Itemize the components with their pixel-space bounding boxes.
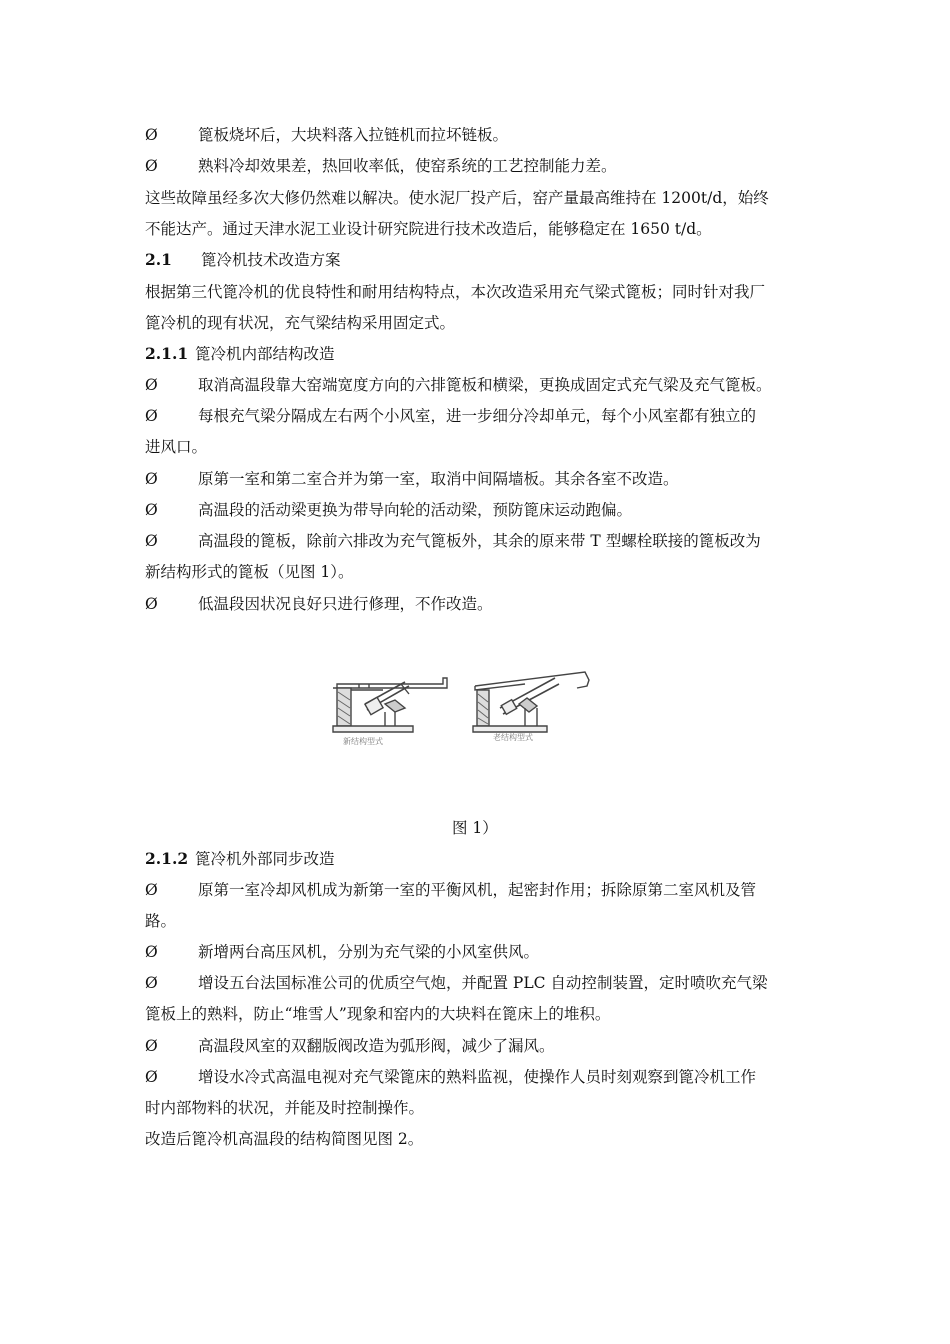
figure-1-right-label: 老结构型式 <box>493 733 533 742</box>
bullet-text: 高温段风室的双翻版阀改造为弧形阀，减少了漏风。 <box>198 1037 555 1055</box>
bullet-marker: Ø <box>145 126 158 144</box>
bullet-item <box>145 941 815 963</box>
bullet-item <box>145 1066 815 1088</box>
bullet-text: 篦板烧坏后，大块料落入拉链机而拉坏链板。 <box>198 126 509 144</box>
paragraph-line: 篦冷机的现有状况，充气梁结构采用固定式。 <box>145 314 456 332</box>
bullet-item <box>145 499 815 521</box>
bullet-item <box>145 1035 815 1057</box>
bullet-text: 低温段因状况良好只进行修理，不作改造。 <box>198 595 493 613</box>
bullet-text: 高温段的活动梁更换为带导向轮的活动梁，预防篦床运动跑偏。 <box>198 501 633 519</box>
bullet-item <box>145 593 815 615</box>
bullet-text: 原第一室和第二室合并为第一室，取消中间隔墙板。其余各室不改造。 <box>198 470 679 488</box>
section-title: 篦冷机内部结构改造 <box>195 345 335 363</box>
bullet-item <box>145 879 815 901</box>
bullet-marker: Ø <box>145 943 158 961</box>
bullet-text: 每根充气梁分隔成左右两个小风室，进一步细分冷却单元，每个小风室都有独立的 <box>198 407 757 425</box>
new-structure-drawing <box>333 678 447 732</box>
section-heading-2-1-2 <box>145 848 815 870</box>
bullet-marker: Ø <box>145 407 158 425</box>
bullet-marker: Ø <box>145 974 158 992</box>
bullet-text: 新增两台高压风机，分别为充气梁的小风室供风。 <box>198 943 540 961</box>
section-heading-2-1-1 <box>145 343 815 365</box>
section-number: 2.1 <box>145 250 172 269</box>
bullet-item <box>145 468 815 490</box>
bullet-marker: Ø <box>145 881 158 899</box>
bullet-continuation: 路。 <box>145 912 177 930</box>
bullet-item <box>145 374 815 396</box>
paragraph-line: 根据第三代篦冷机的优良特性和耐用结构特点，本次改造采用充气梁式篦板；同时针对我厂 <box>145 283 766 301</box>
bullet-marker: Ø <box>145 1037 158 1055</box>
figure-1-drawing <box>325 664 615 754</box>
section-number: 2.1.1 <box>145 344 189 363</box>
bullet-marker: Ø <box>145 1068 158 1086</box>
bullet-item <box>145 530 815 552</box>
bullet-text: 增设五台法国标准公司的优质空气炮，并配置 PLC 自动控制装置，定时喷吹充气梁 <box>198 974 768 992</box>
bullet-text: 高温段的篦板，除前六排改为充气篦板外，其余的原来带 T 型螺栓联接的篦板改为 <box>198 532 761 550</box>
section-title: 篦冷机技术改造方案 <box>201 251 341 269</box>
section-number: 2.1.2 <box>145 849 189 868</box>
bullet-text: 取消高温段靠大窑端宽度方向的六排篦板和横梁，更换成固定式充气梁及充气篦板。 <box>198 376 772 394</box>
bullet-marker: Ø <box>145 595 158 613</box>
old-structure-drawing <box>473 672 589 732</box>
bullet-marker: Ø <box>145 470 158 488</box>
paragraph-line: 不能达产。通过天津水泥工业设计研究院进行技术改造后，能够稳定在 1650 t/d。 <box>145 220 712 238</box>
section-heading-2-1 <box>145 249 815 271</box>
bullet-continuation: 进风口。 <box>145 438 208 456</box>
bullet-text: 原第一室冷却风机成为新第一室的平衡风机，起密封作用；拆除原第二室风机及管 <box>198 881 757 899</box>
bullet-text: 熟料冷却效果差，热回收率低，使窑系统的工艺控制能力差。 <box>198 157 617 175</box>
bullet-marker: Ø <box>145 157 158 175</box>
bullet-continuation: 篦板上的熟料，防止“堆雪人”现象和窑内的大块料在篦床上的堆积。 <box>145 1005 611 1023</box>
figure-1-left-label: 新结构型式 <box>343 737 383 746</box>
section-title: 篦冷机外部同步改造 <box>195 850 335 868</box>
bullet-item <box>145 972 815 994</box>
paragraph-line: 改造后篦冷机高温段的结构简图见图 2。 <box>145 1130 424 1148</box>
bullet-continuation: 新结构形式的篦板（见图 1）。 <box>145 563 354 581</box>
bullet-text: 增设水冷式高温电视对充气梁篦床的熟料监视，使操作人员时刻观察到篦冷机工作 <box>198 1068 757 1086</box>
bullet-marker: Ø <box>145 532 158 550</box>
bullet-continuation: 时内部物料的状况，并能及时控制操作。 <box>145 1099 425 1117</box>
bullet-marker: Ø <box>145 376 158 394</box>
bullet-item <box>145 124 815 146</box>
paragraph-line: 这些故障虽经多次大修仍然难以解决。使水泥厂投产后，窑产量最高维持在 1200t/d，始终 <box>145 189 769 207</box>
bullet-item <box>145 155 815 177</box>
bullet-marker: Ø <box>145 501 158 519</box>
bullet-item <box>145 405 815 427</box>
figure-1-caption: 图 1） <box>452 819 498 837</box>
